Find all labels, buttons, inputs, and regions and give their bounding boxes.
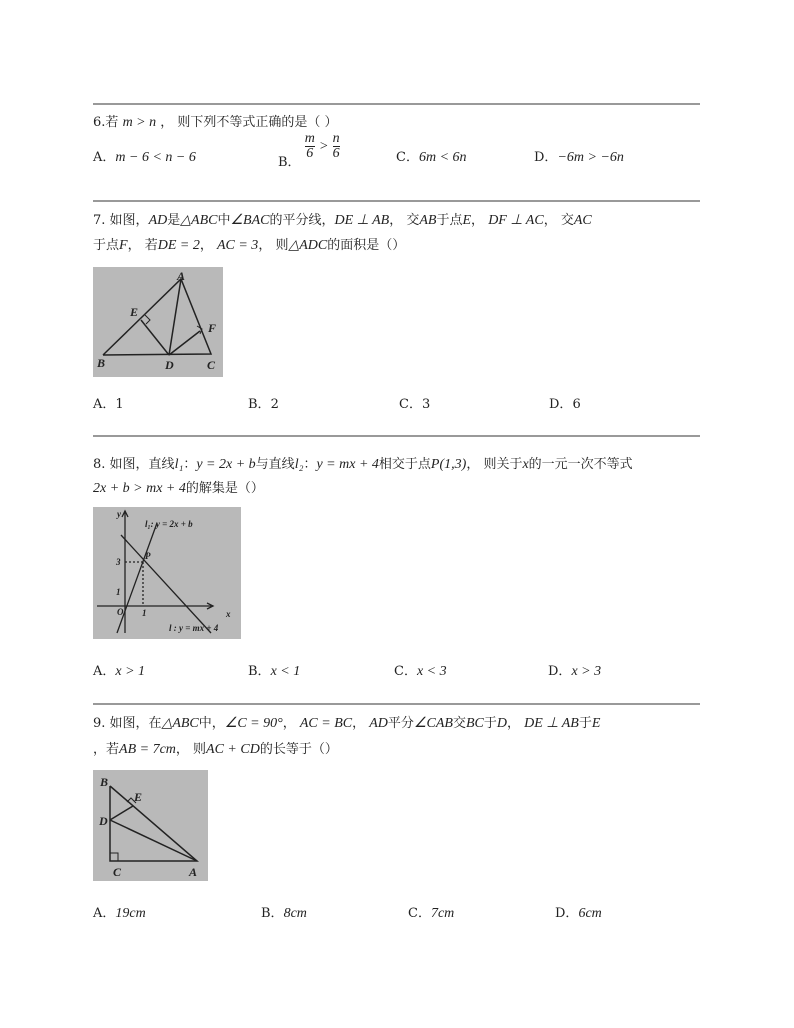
q7-fig-label-a: A bbox=[177, 269, 186, 283]
q9-stem-line2: ，若AB = 7cm， 则AC + CD的长等于（） bbox=[93, 742, 338, 757]
q8-option-b: B．x < 1 bbox=[248, 664, 301, 679]
q6-option-c: C．6m < 6n bbox=[396, 150, 467, 165]
q8-fig-y-label: y bbox=[117, 509, 121, 519]
q8-option-a: A．x > 1 bbox=[93, 664, 146, 679]
divider-q8 bbox=[93, 435, 700, 437]
q6-condition: m > n bbox=[122, 115, 157, 130]
q9-option-a: A．19cm bbox=[93, 906, 146, 921]
q8-fig-p-label: P bbox=[145, 551, 151, 561]
q7-fig-label-b: B bbox=[97, 356, 106, 370]
q8-option-c: C．x < 3 bbox=[394, 664, 447, 679]
q7-fig-label-c: C bbox=[207, 358, 216, 372]
q9-fig-label-d: D bbox=[99, 814, 108, 828]
q9-figure bbox=[93, 770, 208, 881]
q9-option-b: B．8cm bbox=[261, 906, 307, 921]
divider-q7 bbox=[93, 200, 700, 202]
q7-fig-label-d: D bbox=[165, 358, 174, 372]
q8-fig-tick-3: 3 bbox=[116, 557, 121, 567]
q7-stem-line1: 7. 如图，AD是△ABC中∠BAC的平分线，DE ⊥ AB， 交AB于点E， DF ⊥ AC， 交AC bbox=[93, 213, 592, 228]
q8-stem-line1: 8. 如图，直线l₁：y = 2x + b与直线l₂：y = mx + 4相交于点P(1,3)， 则关于x的一元一次不等式 bbox=[93, 457, 633, 472]
q8-figure bbox=[93, 507, 241, 639]
q6-option-d: D．−6m > −6n bbox=[534, 150, 624, 165]
q9-fig-label-b: B bbox=[100, 775, 109, 789]
q8-fig-l1-label: l₁: y = 2x + b bbox=[145, 519, 193, 529]
q7-option-a: A．1 bbox=[93, 397, 124, 412]
q7-option-b: B．2 bbox=[248, 397, 279, 412]
q9-fig-label-a: A bbox=[189, 865, 198, 879]
q9-fig-label-c: C bbox=[113, 865, 122, 879]
q9-number: 9. bbox=[93, 716, 106, 731]
q9-stem-line1: 9. 如图，在△ABC中，∠C = 90°， AC = BC， AD平分∠CAB交BC于D， DE ⊥ AB于E bbox=[93, 716, 601, 731]
q6-option-a: A．m − 6 < n − 6 bbox=[93, 150, 196, 165]
q6-option-b: B． $\frac{m}{6}$ > $\frac{n}{6}$ bbox=[278, 131, 340, 170]
q8-fig-l2-label: l : y = mx + 4 bbox=[169, 623, 219, 633]
q6-stem: 6.若 m > n ， 则下列不等式正确的是（ ） bbox=[93, 115, 338, 130]
q7-option-c: C．3 bbox=[399, 397, 431, 412]
q7-fig-label-e: E bbox=[130, 305, 139, 319]
q8-fig-tick-1y: 1 bbox=[116, 587, 121, 597]
q8-option-d: D．x > 3 bbox=[548, 664, 602, 679]
q7-fig-label-f: F bbox=[208, 321, 217, 335]
divider-q6 bbox=[93, 103, 700, 105]
divider-q9 bbox=[93, 703, 700, 705]
q8-number: 8. bbox=[93, 457, 106, 472]
q8-fig-x-label: x bbox=[226, 609, 231, 619]
q8-fig-tick-1x: 1 bbox=[142, 608, 147, 618]
q7-option-d: D．6 bbox=[549, 397, 581, 412]
q8-fig-origin: O bbox=[117, 607, 124, 617]
q6-number: 6. bbox=[93, 115, 106, 130]
q7-stem-line2: 于点F， 若DE = 2， AC = 3， 则△ADC的面积是（） bbox=[93, 238, 406, 253]
q9-fig-label-e: E bbox=[134, 790, 143, 804]
q9-option-c: C．7cm bbox=[408, 906, 455, 921]
q9-option-d: D．6cm bbox=[555, 906, 602, 921]
q7-figure bbox=[93, 267, 223, 377]
q8-stem-line2: 2x + b > mx + 4的解集是（） bbox=[93, 481, 264, 496]
q7-number: 7. bbox=[93, 213, 106, 228]
